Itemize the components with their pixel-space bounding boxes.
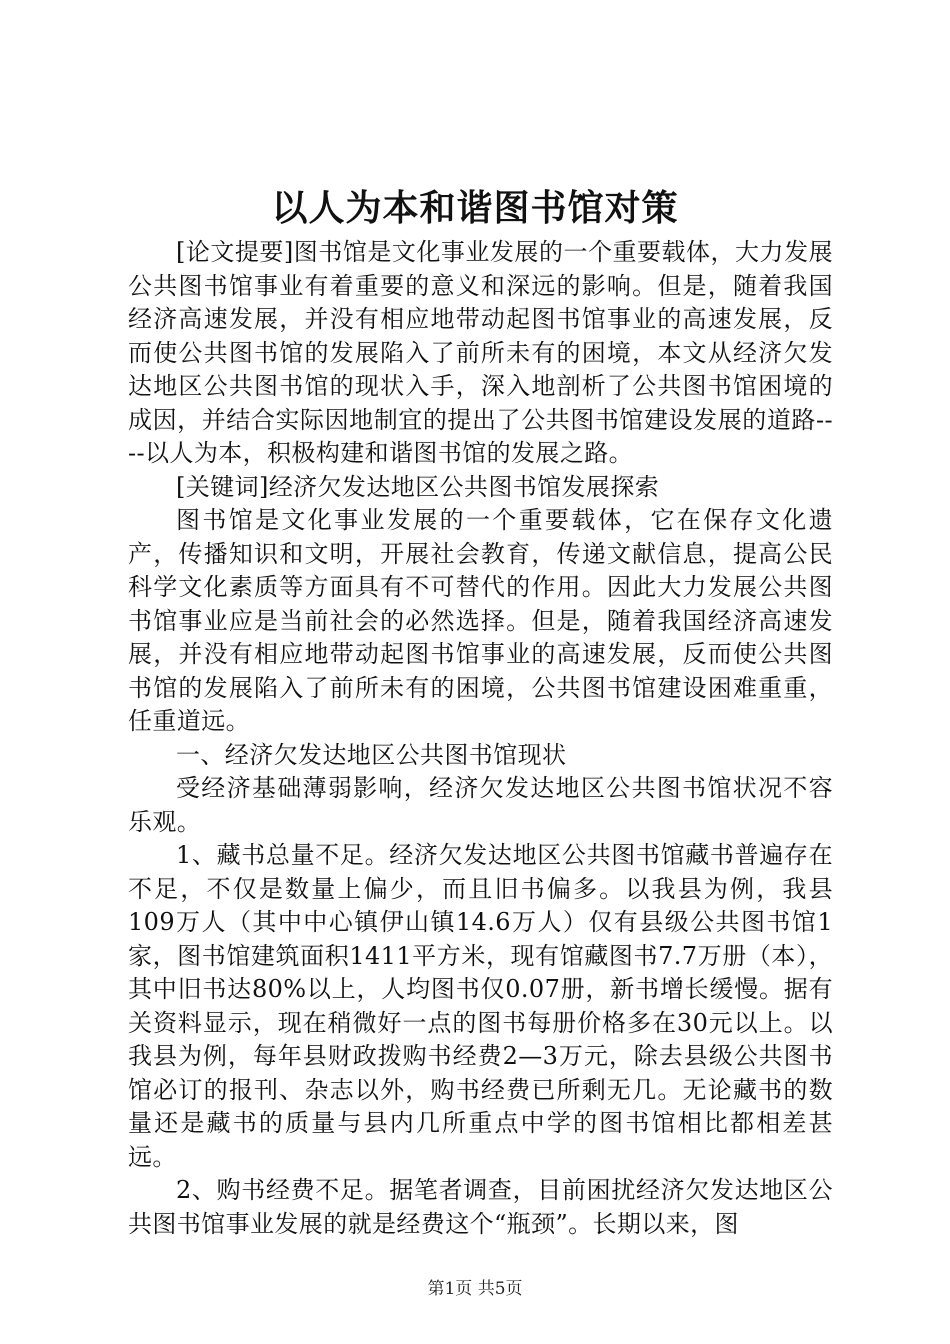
section-heading: 一、经济欠发达地区公共图书馆现状 [176, 740, 567, 769]
section-intro-paragraph: 受经济基础薄弱影响，经济欠发达地区公共图书馆状况不容乐观。 [128, 774, 833, 836]
document-title: 以人为本和谐图书馆对策 [271, 187, 679, 229]
abstract-paragraph: [论文提要]图书馆是文化事业发展的一个重要载体，大力发展公共图书馆事业有着重要的意义和深远的影响。但是，随着我国经济高速发展，并没有相应地带动起图书馆事业的高速发展，反而使公共图书馆的发展陷入了前所未有的困境，本文从经济欠发达地区公共图书馆的现状入手，深入地剖析了公共图书馆困境的成因，并结合实际因地制宜的提出了公共图书馆建设发展的道路----以人为本，积极构建和谐图书馆的发展之路。 [128, 238, 833, 467]
keywords-paragraph: [关键词]经济欠发达地区公共图书馆发展探索 [176, 472, 660, 501]
intro-paragraph: 图书馆是文化事业发展的一个重要载体，它在保存文化遗产，传播知识和文明，开展社会教育，传递文献信息，提高公民科学文化素质等方面具有不可替代的作用。因此大力发展公共图书馆事业应是当前社会的必然选择。但是，随着我国经济高速发展，并没有相应地带动起图书馆事业的高速发展，反而使公共图书馆的发展陷入了前所未有的困境，公共图书馆建设困难重重，任重道远。 [128, 506, 833, 735]
document-body [128, 236, 833, 1241]
point-one-paragraph: 1、藏书总量不足。经济欠发达地区公共图书馆藏书普遍存在不足，不仅是数量上偏少，而且旧书偏多。以我县为例，我县109万人（其中中心镇伊山镇14.6万人）仅有县级公共图书馆1家，图书馆建筑面积1411平方米，现有馆藏图书7.7万册（本），其中旧书达80%以上，人均图书仅0.07册，新书增长缓慢。据有关资料显示，现在稍微好一点的图书每册价格多在30元以上。以我县为例，每年县财政拨购书经费2—3万元，除去县级公共图书馆必订的报刊、杂志以外，购书经费已所剩无几。无论藏书的数量还是藏书的质量与县内几所重点中学的图书馆相比都相差甚远。 [128, 841, 833, 1171]
point-two-paragraph: 2、购书经费不足。据笔者调查，目前困扰经济欠发达地区公共图书馆事业发展的就是经费这个“瓶颈”。长期以来，图 [128, 1176, 833, 1238]
page-footer: 第1页 共5页 [427, 1279, 523, 1299]
